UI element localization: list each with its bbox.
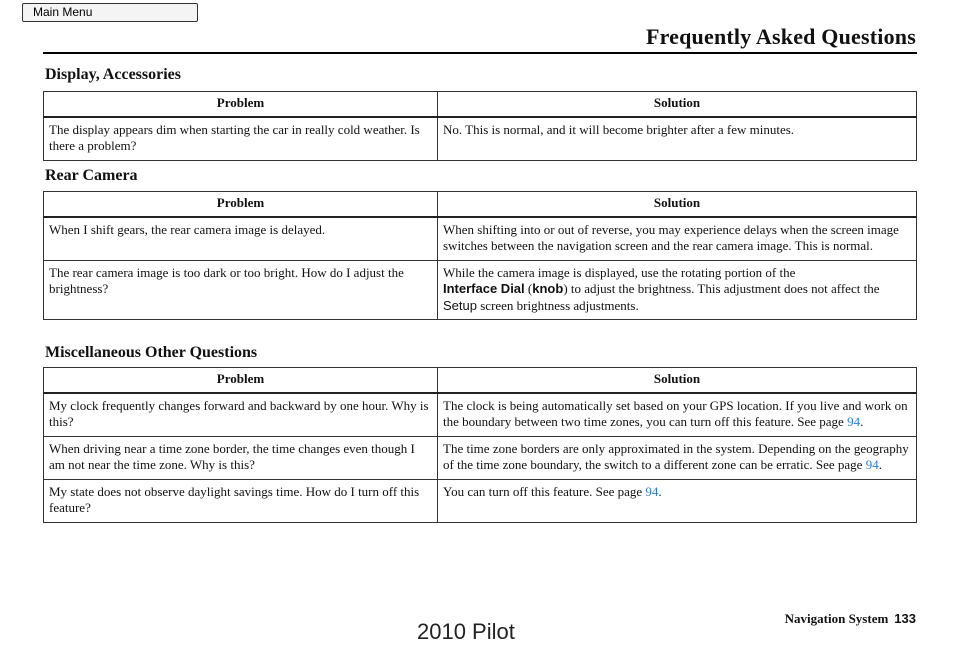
table-row (44, 479, 917, 522)
solution-cell (438, 260, 917, 320)
column-header-solution: Solution (438, 192, 917, 217)
solution-text: ) to adjust the brightness. This adjustment does not affect the (563, 281, 880, 296)
solution-text: The time zone borders are only approximated in the system. Depending on the geography of the time zone boundary, the switch to a different zone can be erratic. See page (443, 440, 909, 472)
section-title-display: Display, Accessories (45, 66, 181, 83)
section-title-misc: Miscellaneous Other Questions (45, 344, 258, 361)
column-header-problem: Problem (44, 192, 438, 217)
solution-text: screen brightness adjustments. (476, 297, 639, 313)
problem-cell: When I shift gears, the rear camera image is delayed. (44, 217, 438, 261)
faq-table-display (43, 91, 917, 161)
page-link[interactable]: 94 (645, 483, 659, 499)
faq-table-camera (43, 191, 917, 320)
column-header-problem: Problem (44, 92, 438, 117)
table-header-row (44, 92, 917, 117)
problem-cell: The display appears dim when starting the car in really cold weather. Is there a problem? (44, 117, 438, 161)
table-row (44, 436, 917, 479)
table-row (44, 393, 917, 437)
problem-cell: The rear camera image is too dark or too bright. How do I adjust the brightness? (44, 260, 438, 320)
faq-table-misc (43, 367, 917, 523)
table-header-row (44, 368, 917, 393)
column-header-solution: Solution (438, 92, 917, 117)
solution-cell (438, 393, 917, 437)
table-row (44, 217, 917, 261)
solution-suffix: . (878, 457, 882, 472)
section-title-camera: Rear Camera (45, 167, 138, 184)
problem-cell: My clock frequently changes forward and backward by one hour. Why is this? (44, 393, 438, 437)
solution-cell (438, 479, 917, 522)
column-header-problem: Problem (44, 368, 438, 393)
solution-suffix: . (860, 414, 864, 429)
table-row (44, 117, 917, 161)
watermark: 2010 Pilot (417, 619, 515, 644)
solution-text: ( (524, 281, 533, 296)
table-row (44, 260, 917, 320)
setup-term: Setup (443, 297, 477, 313)
page-footer (785, 611, 916, 627)
column-header-solution: Solution (438, 368, 917, 393)
solution-cell: No. This is normal, and it will become brighter after a few minutes. (438, 117, 917, 161)
title-divider (43, 52, 917, 54)
page-number: 133 (894, 611, 916, 626)
page-title: Frequently Asked Questions (645, 24, 916, 49)
solution-text: While the camera image is displayed, use the rotating portion of the (443, 264, 796, 280)
footer-label: Navigation System (784, 611, 889, 626)
solution-text: The clock is being automatically set based on your GPS location. If you live and work on the boundary between two time zones, you can turn off this feature. See page (443, 397, 908, 429)
problem-cell: My state does not observe daylight savings time. How do I turn off this feature? (44, 479, 438, 522)
problem-cell: When driving near a time zone border, the time changes even though I am not near the time zone. Why is this? (44, 436, 438, 479)
table-header-row (44, 192, 917, 217)
solution-text: You can turn off this feature. See page (443, 483, 646, 499)
solution-cell (438, 436, 917, 479)
page-link[interactable]: 94 (847, 414, 861, 429)
solution-cell: When shifting into or out of reverse, you may experience delays when the screen image switches between the navigation screen and the rear camera image. This is normal. (438, 217, 917, 261)
solution-suffix: . (658, 483, 662, 499)
knob-term: knob (532, 281, 564, 296)
page-link[interactable]: 94 (865, 457, 879, 472)
interface-dial-term: Interface Dial (443, 281, 525, 296)
main-menu-button[interactable]: Main Menu (22, 3, 198, 22)
